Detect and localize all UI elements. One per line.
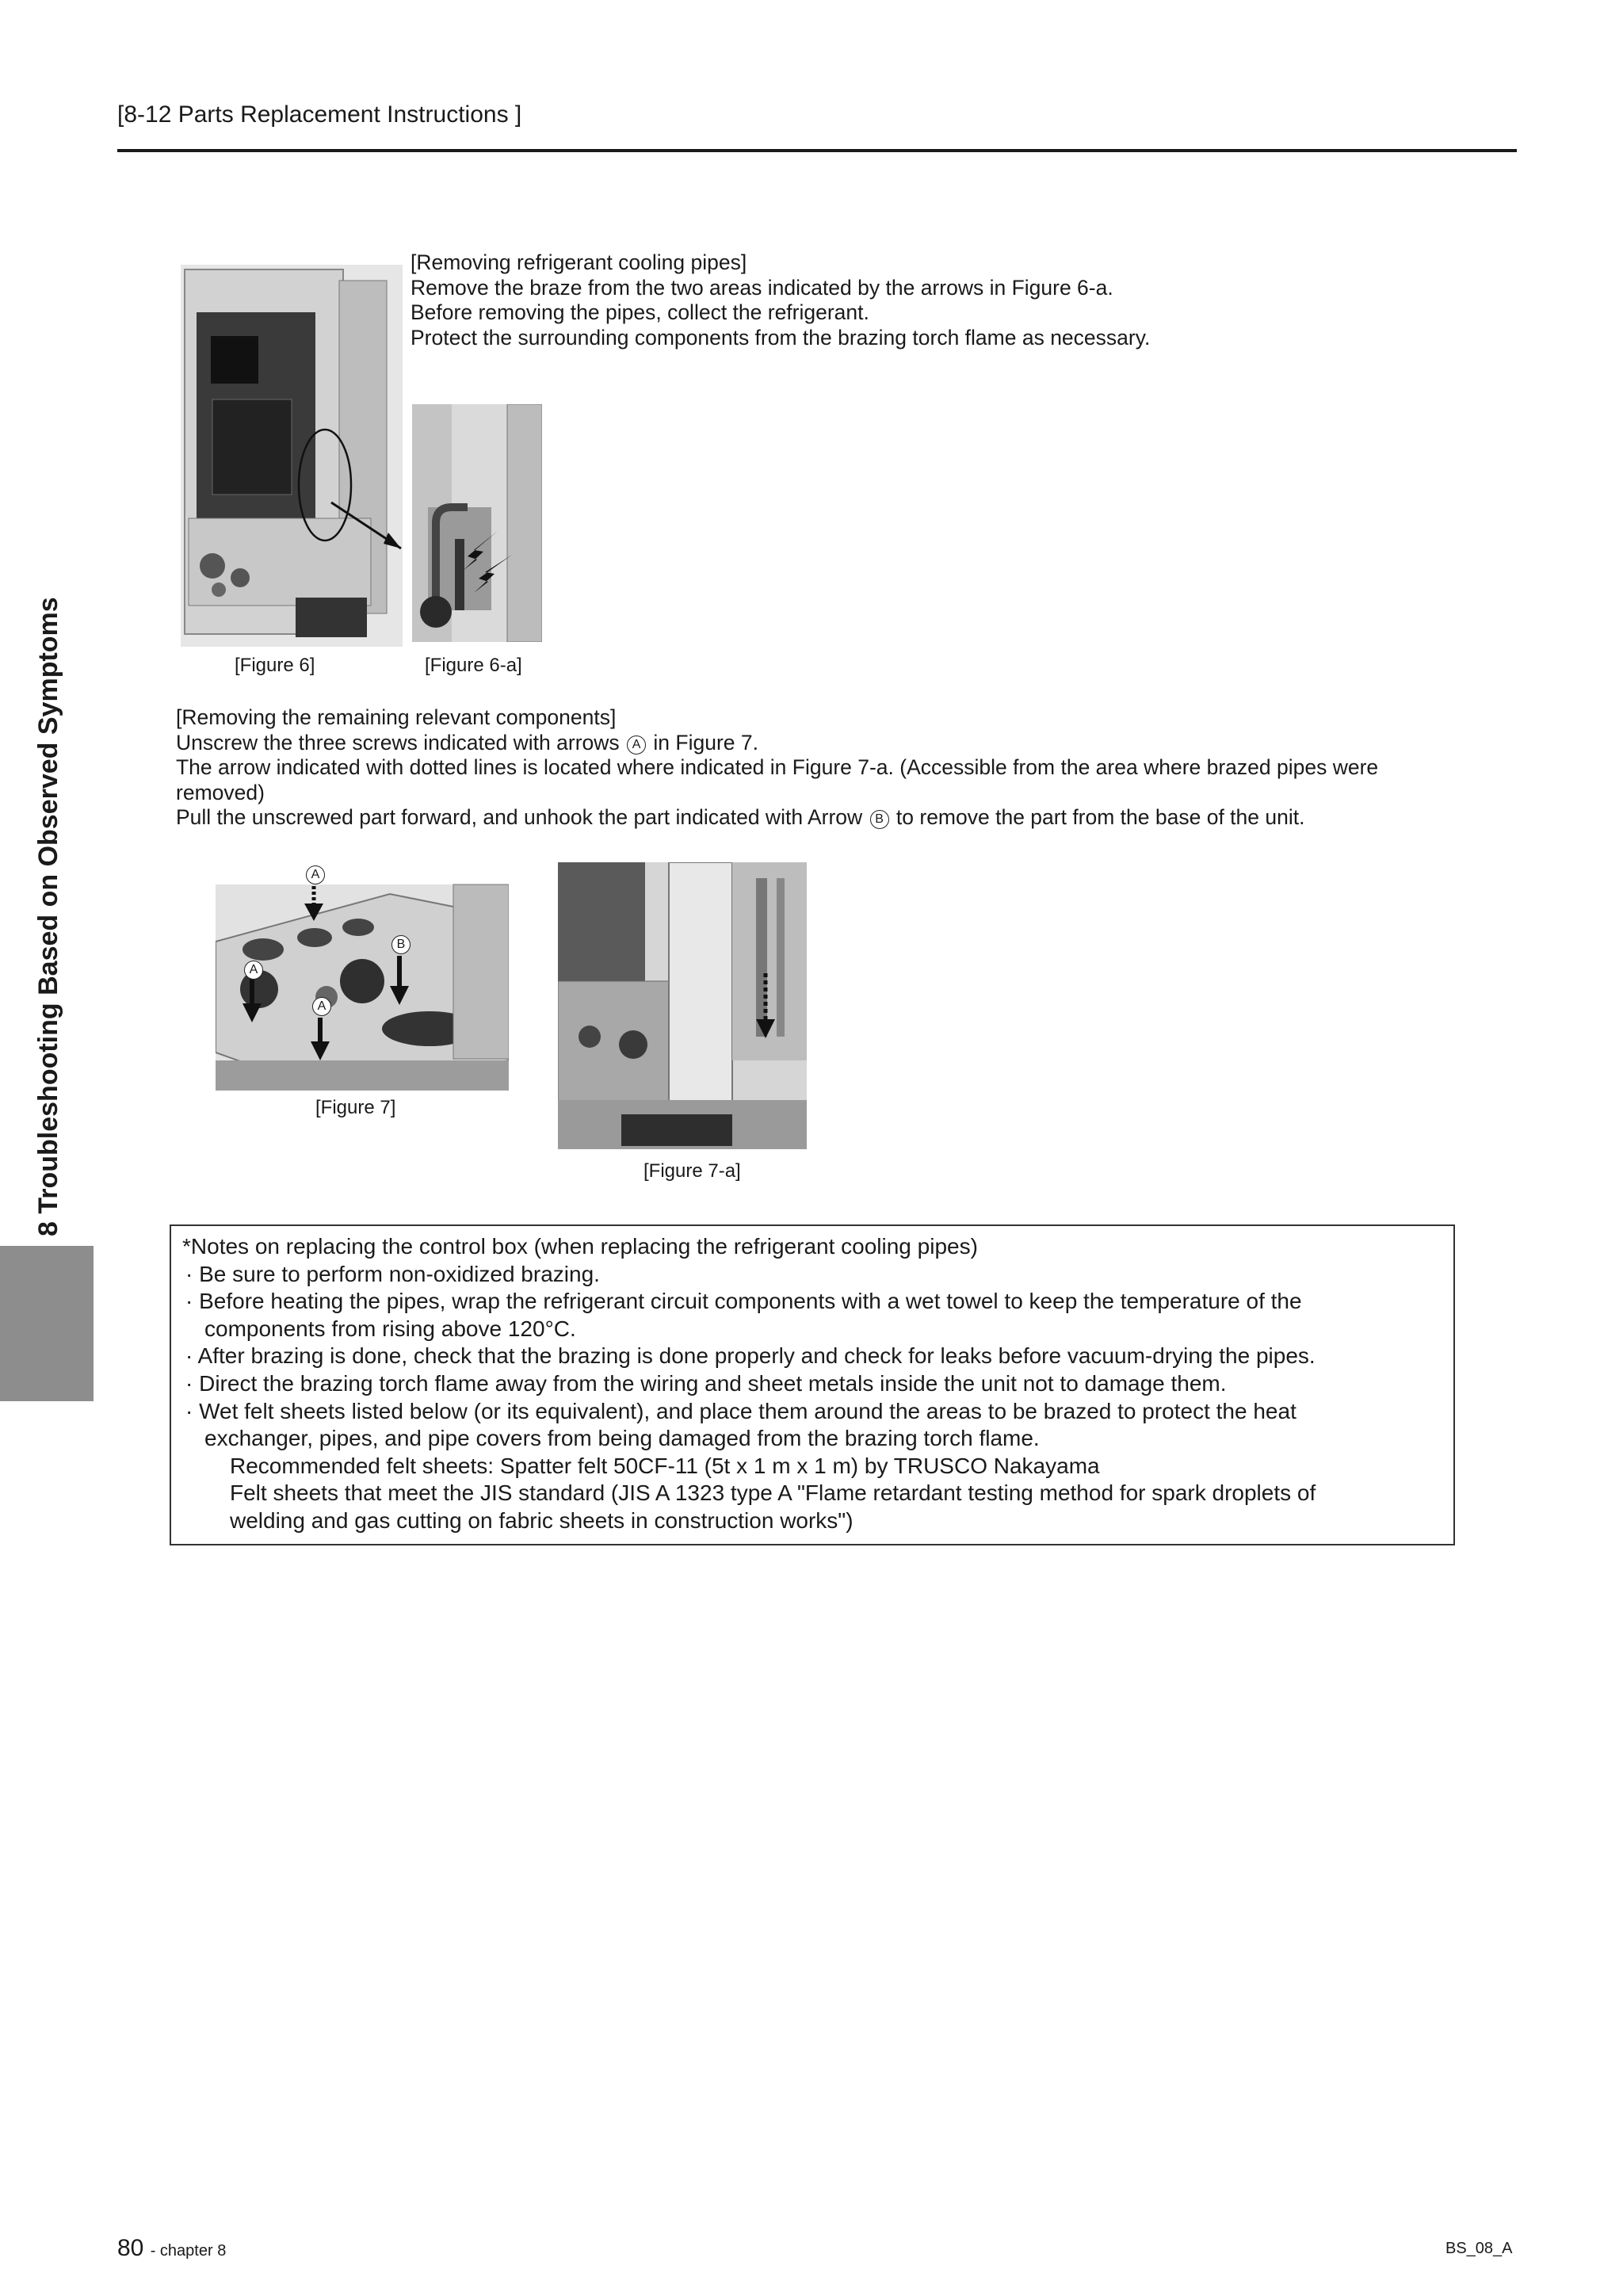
figure-7-marker-a-icon: A [244,961,263,980]
notes-title: *Notes on replacing the control box (when replacing the refrigerant cooling pipes) [182,1234,978,1259]
figure-7a-image [558,862,807,1149]
remaining-components-line: Unscrew the three screws indicated with arrows A in Figure 7. [176,730,758,755]
notes-item: · After brazing is done, check that the brazing is done properly and check for leaks before vacuum-drying the pipes. [185,1343,1316,1369]
remaining-components-line: Pull the unscrewed part forward, and unhook the part indicated with Arrow B to remove the part from the base of the unit. [176,805,1305,829]
marker-a-icon: A [627,735,646,755]
remaining-components-heading: [Removing the remaining relevant components] [176,705,617,729]
figure-7-marker-a-icon: A [306,865,325,884]
page-header-title: [8-12 Parts Replacement Instructions ] [117,101,522,128]
figure-6-caption: [Figure 6] [235,655,315,676]
figure-7-image [216,862,509,1091]
notes-felt-recommendation: Recommended felt sheets: Spatter felt 50CF-11 (5t x 1 m x 1 m) by TRUSCO Nakayama [230,1453,1100,1478]
footer-page-info [117,2235,226,2262]
notes-item-continued: components from rising above 120°C. [204,1316,576,1341]
removing-pipes-text [411,250,1150,350]
removing-pipes-heading: [Removing refrigerant cooling pipes] [411,250,747,274]
removing-pipes-line: Remove the braze from the two areas indicated by the arrows in Figure 6-a. [411,275,1113,300]
header-divider [117,149,1517,152]
marker-b-icon: B [870,810,889,829]
figure-7-marker-a-icon: A [312,997,331,1016]
notes-item: · Wet felt sheets listed below (or its equivalent), and place them around the areas to be brazed to protect the heat [185,1398,1296,1423]
figure-7a-caption: [Figure 7-a] [643,1160,741,1182]
figure-6a-caption: [Figure 6-a] [425,655,522,676]
remaining-components-text [176,705,1378,831]
notes-item: · Direct the brazing torch flame away from the wiring and sheet metals inside the unit not to damage them. [185,1370,1227,1396]
chapter-label: - chapter 8 [150,2242,227,2260]
figure-7-marker-b-icon: B [391,935,411,954]
figure-6a-image [412,404,542,642]
remaining-components-line: The arrow indicated with dotted lines is located where indicated in Figure 7-a. (Accessible from the area where brazed pipes were [176,755,1379,779]
page-number: 80 [117,2235,144,2261]
notes-item: · Before heating the pipes, wrap the refrigerant circuit components with a wet towel to keep the temperature of the [185,1289,1302,1314]
notes-item: · Be sure to perform non-oxidized brazing. [185,1261,600,1286]
notes-felt-standard-continued: welding and gas cutting on fabric sheets in construction works") [230,1507,854,1533]
notes-item-continued: exchanger, pipes, and pipe covers from being damaged from the brazing torch flame. [204,1426,1040,1451]
figure-6-image [181,265,403,647]
chapter-side-title: 8 Troubleshooting Based on Observed Symptoms [33,597,63,1236]
document-code: BS_08_A [1445,2240,1513,2257]
notes-content [182,1233,1316,1535]
removing-pipes-line: Protect the surrounding components from the brazing torch flame as necessary. [411,325,1151,350]
figure-7-caption: [Figure 7] [315,1097,396,1118]
notes-felt-standard: Felt sheets that meet the JIS standard (JIS A 1323 type A "Flame retardant testing method for spark droplets of [230,1480,1316,1506]
removing-pipes-line: Before removing the pipes, collect the refrigerant. [411,300,869,324]
remaining-components-line: removed) [176,780,265,804]
chapter-tab-marker [0,1246,94,1401]
